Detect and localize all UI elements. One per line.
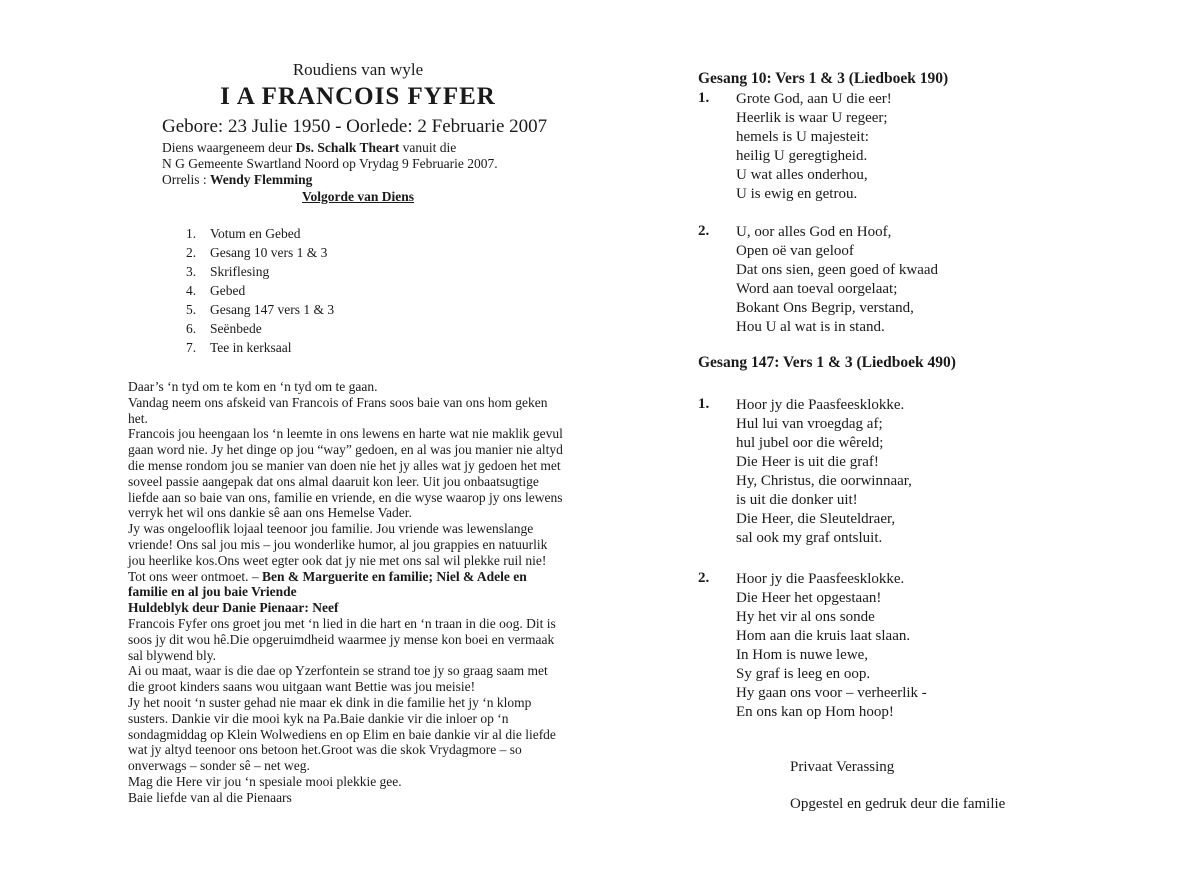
tribute-text <box>128 379 566 806</box>
congregation-line: N G Gemeente Swartland Noord op Vrydag 9 Februarie 2007. <box>162 156 498 171</box>
list-item: 1. Votum en Gebed <box>186 226 301 241</box>
deceased-name: I A FRANCOIS FYFER <box>220 83 496 110</box>
preface: Roudiens van wyle <box>292 60 424 79</box>
tribute-signatories: Ben & Marguerite en familie; Niel & Adele en familie en al jou baie Vriende <box>128 568 527 600</box>
tribute-paragraph: Vandag neem ons afskeid van Francois of Frans soos baie van ons hom geken het. <box>128 394 548 426</box>
order-of-service-list <box>186 224 568 357</box>
printed-by-note: Opgestel en gedruk deur die familie <box>790 796 1006 812</box>
tribute-paragraph: Daar’s ‘n tyd om te kom en ‘n tyd om te gaan. <box>128 379 378 394</box>
tribute-paragraph: Baie liefde van al die Pienaars <box>128 789 292 805</box>
hymn-verse: 1. Grote God, aan U die eer! Heerlik is waar U regeer; hemels is U majesteit: heilig U geregtigheid. U wat alles onderhou, U is ewig en getrou. <box>698 90 892 202</box>
hymn-title: Gesang 10: Vers 1 & 3 (Liedboek 190) <box>698 70 949 87</box>
tribute-paragraph: Jy was ongelooflik lojaal teenoor jou familie. Jou vriende was lewenslange vriende! Ons sal jou mis – jou wonderlike humor, al jou grappies en natuurlik jou heerlike kos.Ons weet egter ook dat jy nie met ons sal wil plekke ruil nie! Tot ons weer ontmoet. – Ben & Marguerite en familie; Niel & Adele en familie en al jou baie Vriende <box>128 521 548 600</box>
officiant-line: Diens waargeneem deur Ds. Schalk Theart vanuit die <box>162 140 457 155</box>
tribute-paragraph: Ai ou maat, waar is die dae op Yzerfontein se strand toe jy so graag saam met die groot kinders saans wou uitgaan want Bettie was jou meisie! <box>128 663 548 695</box>
birth-death-dates: Gebore: 23 Julie 1950 - Oorlede: 2 Februarie 2007 <box>162 116 548 137</box>
hymn-verse: 1. Hoor jy die Paasfeesklokke. Hul lui van vroegdag af; hul jubel oor die wêreld; Die Heer is uit die graf! Hy, Christus, die oorwinnaar, is uit die donker uit! Die Heer, die Sleuteldraer, sal ook my graf ontsluit. <box>698 396 912 546</box>
tribute-paragraph: Francois jou heengaan los ‘n leemte in ons lewens en harte wat nie maklik gevul gaan word nie. Jy het dinge op jou “way” gedoen, en al was jou manier nie altyd die mense rondom jou se manier van doen nie het jy alles wat jy gedoen het met soveel passie aangepak dat ons almal daaruit kon leer. Uit jou onbaatsugtige liefde aan so baie van ons, familie en vriende, en die wyse waarop jy ons lewens verryk het wil ons dankie sê aan ons Hemelse Vader. <box>128 426 563 521</box>
tribute-paragraph: Francois Fyfer ons groet jou met ‘n lied in die hart en ‘n traan in die oog. Dit is soos jy dit wou hê.Die opgeruimdheid waarmee jy mense kon boei en vermaak sal blywend bly. <box>128 615 556 663</box>
list-item: 3. Skriflesing <box>186 264 270 279</box>
hymn-title: Gesang 147: Vers 1 & 3 (Liedboek 490) <box>698 354 956 371</box>
hymn-verse: 2. U, oor alles God en Hoof, Open oë van geloof Dat ons sien, geen goed of kwaad Word aan toeval oorgelaat; Bokant Ons Begrip, verstand, Hou U al wat is in stand. <box>698 223 939 335</box>
list-item: 6. Seënbede <box>186 321 262 336</box>
list-item: 4. Gebed <box>186 283 246 298</box>
left-column <box>128 58 568 806</box>
organist-name: Wendy Flemming <box>210 172 313 187</box>
right-column <box>698 70 1078 814</box>
tribute-paragraph: Jy het nooit ‘n suster gehad nie maar ek dink in die familie het jy ‘n klomp susters. Dankie vir die mooi kyk na Pa.Baie dankie vir die inloer op ‘n sondagmiddag op Klein Wolwediens en op Elim en baie dankie vir al die liefde wat jy altyd teenoor ons betoon het.Groot was die skok Vrydagmore – so onverwags – sonder sê – net weg. <box>128 694 556 774</box>
service-details <box>162 140 568 188</box>
officiant-name: Ds. Schalk Theart <box>295 140 400 155</box>
order-of-service-title: Volgorde van Diens <box>301 189 414 204</box>
organist-line: Orrelis : Wendy Flemming <box>162 172 313 187</box>
list-item: 5. Gesang 147 vers 1 & 3 <box>186 302 335 317</box>
burial-note: Privaat Verassing <box>790 759 895 775</box>
hymn-verse: 2. Hoor jy die Paasfeesklokke. Die Heer het opgestaan! Hy het vir al ons sonde Hom aan die kruis laat slaan. In Hom is nuwe lewe, Sy graf is leeg en oop. Hy gaan ons voor – verheerlik - En ons kan op Hom hoop! <box>698 570 927 720</box>
tribute-heading: Huldeblyk deur Danie Pienaar: Neef <box>128 600 339 616</box>
list-item: 2. Gesang 10 vers 1 & 3 <box>186 245 328 260</box>
list-item: 7. Tee in kerksaal <box>186 340 292 355</box>
tribute-paragraph: Mag die Here vir jou ‘n spesiale mooi plekkie gee. <box>128 773 402 789</box>
